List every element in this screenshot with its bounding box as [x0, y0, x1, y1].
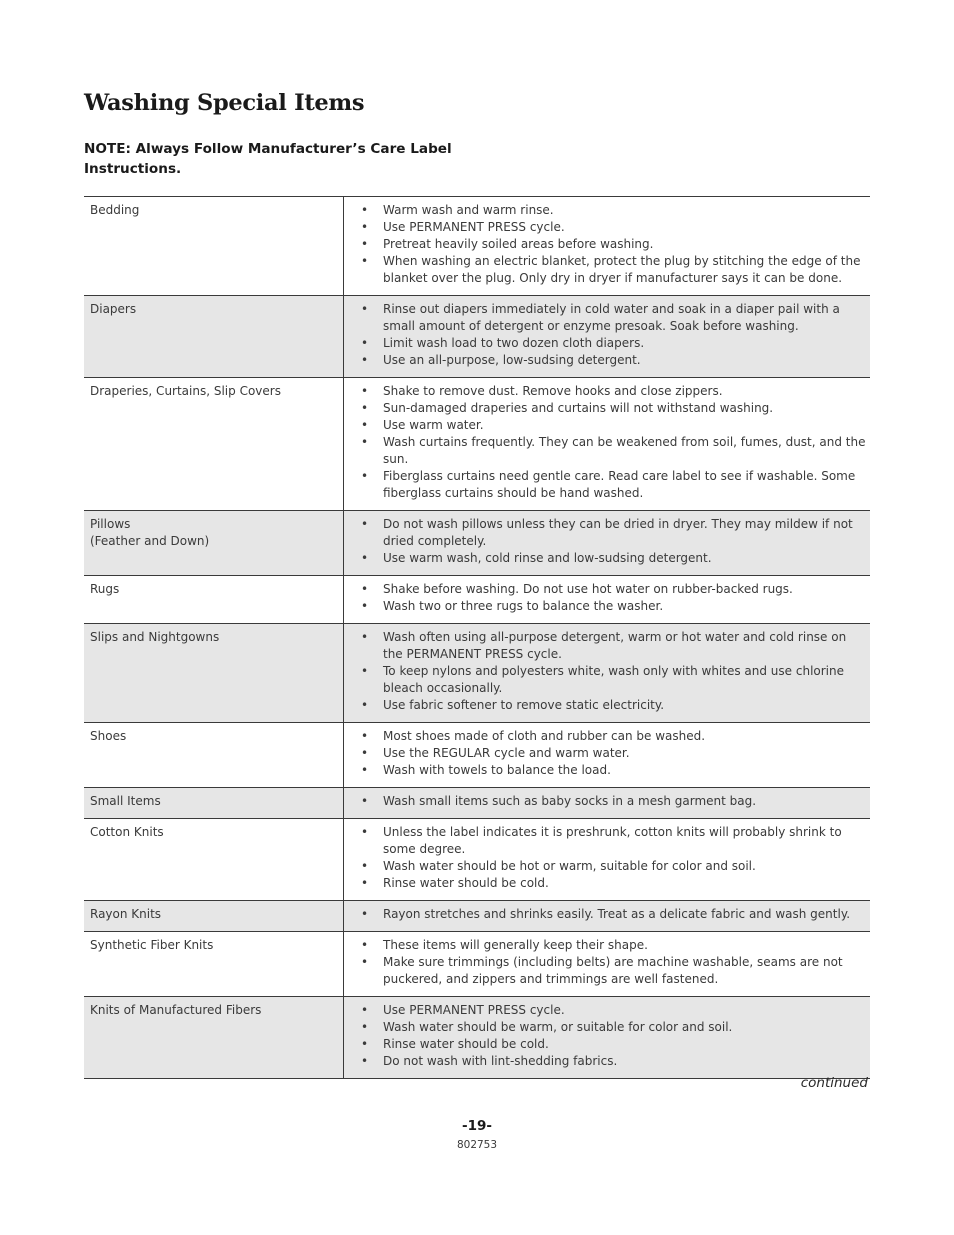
instruction-text: Pretreat heavily soiled areas before washing. — [383, 237, 654, 251]
instruction-list — [344, 202, 870, 287]
instruction-list — [344, 728, 870, 779]
list-item — [344, 1053, 870, 1070]
instruction-list — [344, 824, 870, 892]
instruction-list — [344, 581, 870, 615]
care-table-body — [84, 197, 870, 1079]
instruction-text: Use PERMANENT PRESS cycle. — [383, 220, 565, 234]
bullet-icon: • — [361, 435, 369, 449]
list-item — [344, 219, 870, 236]
instructions-cell — [344, 788, 871, 819]
bullet-icon: • — [361, 237, 369, 251]
bullet-icon: • — [361, 203, 369, 217]
instructions-cell — [344, 197, 871, 296]
care-instructions-table — [84, 196, 870, 1079]
instruction-text: Rinse water should be cold. — [383, 1037, 549, 1051]
list-item — [344, 400, 870, 417]
bullet-icon: • — [361, 729, 369, 743]
table-row — [84, 788, 870, 819]
instructions-cell — [344, 819, 871, 901]
bullet-icon: • — [361, 384, 369, 398]
instruction-text: Wash often using all-purpose detergent, warm or hot water and cold rinse on the PERMANENT PRESS cycle. — [383, 630, 847, 661]
list-item — [344, 581, 870, 598]
instruction-list — [344, 301, 870, 369]
bullet-icon: • — [361, 955, 369, 969]
instruction-text: Use fabric softener to remove static electricity. — [383, 698, 665, 712]
instruction-text: Wash with towels to balance the load. — [383, 763, 611, 777]
table-row — [84, 576, 870, 624]
bullet-icon: • — [361, 698, 369, 712]
list-item — [344, 1036, 870, 1053]
instruction-text: Warm wash and warm rinse. — [383, 203, 554, 217]
table-row — [84, 378, 870, 511]
instruction-text: When washing an electric blanket, protect the plug by stitching the edge of the blanket over the plug. Only dry in dryer if manufacturer says it can be done. — [383, 254, 861, 285]
item-name: Synthetic Fiber Knits — [84, 932, 344, 997]
instruction-text: Use warm wash, cold rinse and low-sudsing detergent. — [383, 551, 712, 565]
bullet-icon: • — [361, 302, 369, 316]
list-item — [344, 697, 870, 714]
bullet-icon: • — [361, 794, 369, 808]
instruction-text: These items will generally keep their shape. — [383, 938, 648, 952]
list-item — [344, 236, 870, 253]
instruction-text: Unless the label indicates it is preshrunk, cotton knits will probably shrink to some degree. — [383, 825, 842, 856]
list-item — [344, 937, 870, 954]
list-item — [344, 352, 870, 369]
list-item — [344, 598, 870, 615]
list-item — [344, 1019, 870, 1036]
instruction-text: Most shoes made of cloth and rubber can be washed. — [383, 729, 706, 743]
page-title: Washing Special Items — [84, 90, 365, 116]
instructions-cell — [344, 511, 871, 576]
instruction-text: Wash water should be warm, or suitable for color and soil. — [383, 1020, 733, 1034]
document-number: 802753 — [456, 1139, 498, 1151]
bullet-icon: • — [361, 418, 369, 432]
table-row — [84, 819, 870, 901]
item-name: Rugs — [84, 576, 344, 624]
table-row — [84, 901, 870, 932]
list-item — [344, 335, 870, 352]
bullet-icon: • — [361, 763, 369, 777]
instruction-text: Fiberglass curtains need gentle care. Read care label to see if washable. Some fiberglass curtains should be hand washed. — [383, 469, 856, 500]
item-name: Draperies, Curtains, Slip Covers — [84, 378, 344, 511]
list-item — [344, 629, 870, 663]
list-item — [344, 954, 870, 988]
instruction-text: Use warm water. — [383, 418, 484, 432]
bullet-icon: • — [361, 469, 369, 483]
care-label-note: NOTE: Always Follow Manufacturer’s Care Label Instructions. — [84, 141, 452, 177]
instruction-text: Use an all-purpose, low-sudsing detergent. — [383, 353, 641, 367]
instruction-list — [344, 793, 870, 810]
list-item — [344, 253, 870, 287]
bullet-icon: • — [361, 630, 369, 644]
list-item — [344, 663, 870, 697]
instructions-cell — [344, 723, 871, 788]
instruction-text: Shake to remove dust. Remove hooks and close zippers. — [383, 384, 723, 398]
page-number: -19- — [462, 1118, 492, 1134]
bullet-icon: • — [361, 336, 369, 350]
item-name: Slips and Nightgowns — [84, 624, 344, 723]
instruction-text: Wash small items such as baby socks in a mesh garment bag. — [383, 794, 757, 808]
bullet-icon: • — [361, 664, 369, 678]
item-name: Pillows (Feather and Down) — [84, 511, 344, 576]
bullet-icon: • — [361, 401, 369, 415]
bullet-icon: • — [361, 1054, 369, 1068]
table-row — [84, 296, 870, 378]
table-row — [84, 197, 870, 296]
bullet-icon: • — [361, 1003, 369, 1017]
bullet-icon: • — [361, 1020, 369, 1034]
list-item — [344, 875, 870, 892]
instruction-text: Do not wash pillows unless they can be dried in dryer. They may mildew if not dried completely. — [383, 517, 853, 548]
list-item — [344, 824, 870, 858]
bullet-icon: • — [361, 859, 369, 873]
item-name: Small Items — [84, 788, 344, 819]
instruction-text: Wash two or three rugs to balance the washer. — [383, 599, 664, 613]
bullet-icon: • — [361, 353, 369, 367]
bullet-icon: • — [361, 254, 369, 268]
bullet-icon: • — [361, 551, 369, 565]
list-item — [344, 417, 870, 434]
instruction-list — [344, 906, 870, 923]
list-item — [344, 906, 870, 923]
instruction-text: Rinse out diapers immediately in cold water and soak in a diaper pail with a small amount of detergent or enzyme presoak. Soak before washing. — [383, 302, 840, 333]
bullet-icon: • — [361, 1037, 369, 1051]
instructions-cell — [344, 901, 871, 932]
bullet-icon: • — [361, 907, 369, 921]
item-name: Cotton Knits — [84, 819, 344, 901]
list-item — [344, 550, 870, 567]
table-row — [84, 997, 870, 1079]
table-row — [84, 624, 870, 723]
instruction-text: Do not wash with lint-shedding fabrics. — [383, 1054, 618, 1068]
instruction-text: Sun-damaged draperies and curtains will not withstand washing. — [383, 401, 774, 415]
instructions-cell — [344, 997, 871, 1079]
instruction-text: Wash curtains frequently. They can be weakened from soil, fumes, dust, and the sun. — [383, 435, 866, 466]
list-item — [344, 202, 870, 219]
table-row — [84, 932, 870, 997]
bullet-icon: • — [361, 599, 369, 613]
instructions-cell — [344, 378, 871, 511]
item-name: Bedding — [84, 197, 344, 296]
bullet-icon: • — [361, 746, 369, 760]
list-item — [344, 793, 870, 810]
instruction-list — [344, 1002, 870, 1070]
list-item — [344, 1002, 870, 1019]
bullet-icon: • — [361, 220, 369, 234]
instruction-text: Use PERMANENT PRESS cycle. — [383, 1003, 565, 1017]
item-name: Diapers — [84, 296, 344, 378]
list-item — [344, 728, 870, 745]
list-item — [344, 762, 870, 779]
instructions-cell — [344, 624, 871, 723]
table-row — [84, 511, 870, 576]
instruction-text: Rinse water should be cold. — [383, 876, 549, 890]
bullet-icon: • — [361, 517, 369, 531]
item-name: Knits of Manufactured Fibers — [84, 997, 344, 1079]
item-name: Shoes — [84, 723, 344, 788]
instruction-text: Rayon stretches and shrinks easily. Treat as a delicate fabric and wash gently. — [383, 907, 851, 921]
instruction-list — [344, 937, 870, 988]
list-item — [344, 745, 870, 762]
table-row — [84, 723, 870, 788]
instruction-list — [344, 516, 870, 567]
list-item — [344, 516, 870, 550]
list-item — [344, 301, 870, 335]
instructions-cell — [344, 296, 871, 378]
bullet-icon: • — [361, 938, 369, 952]
instruction-text: Shake before washing. Do not use hot water on rubber-backed rugs. — [383, 582, 793, 596]
list-item — [344, 468, 870, 502]
bullet-icon: • — [361, 825, 369, 839]
item-name: Rayon Knits — [84, 901, 344, 932]
list-item — [344, 858, 870, 875]
list-item — [344, 383, 870, 400]
instruction-list — [344, 629, 870, 714]
instructions-cell — [344, 576, 871, 624]
bullet-icon: • — [361, 582, 369, 596]
list-item — [344, 434, 870, 468]
continued-label: continued — [800, 1075, 868, 1091]
instruction-text: Wash water should be hot or warm, suitable for color and soil. — [383, 859, 756, 873]
bullet-icon: • — [361, 876, 369, 890]
instruction-text: Make sure trimmings (including belts) are machine washable, seams are not puckered, and zippers and trimmings are well fastened. — [383, 955, 843, 986]
instruction-text: To keep nylons and polyesters white, wash only with whites and use chlorine bleach occasionally. — [383, 664, 844, 695]
instruction-list — [344, 383, 870, 502]
instruction-text: Use the REGULAR cycle and warm water. — [383, 746, 630, 760]
instructions-cell — [344, 932, 871, 997]
instruction-text: Limit wash load to two dozen cloth diapers. — [383, 336, 645, 350]
